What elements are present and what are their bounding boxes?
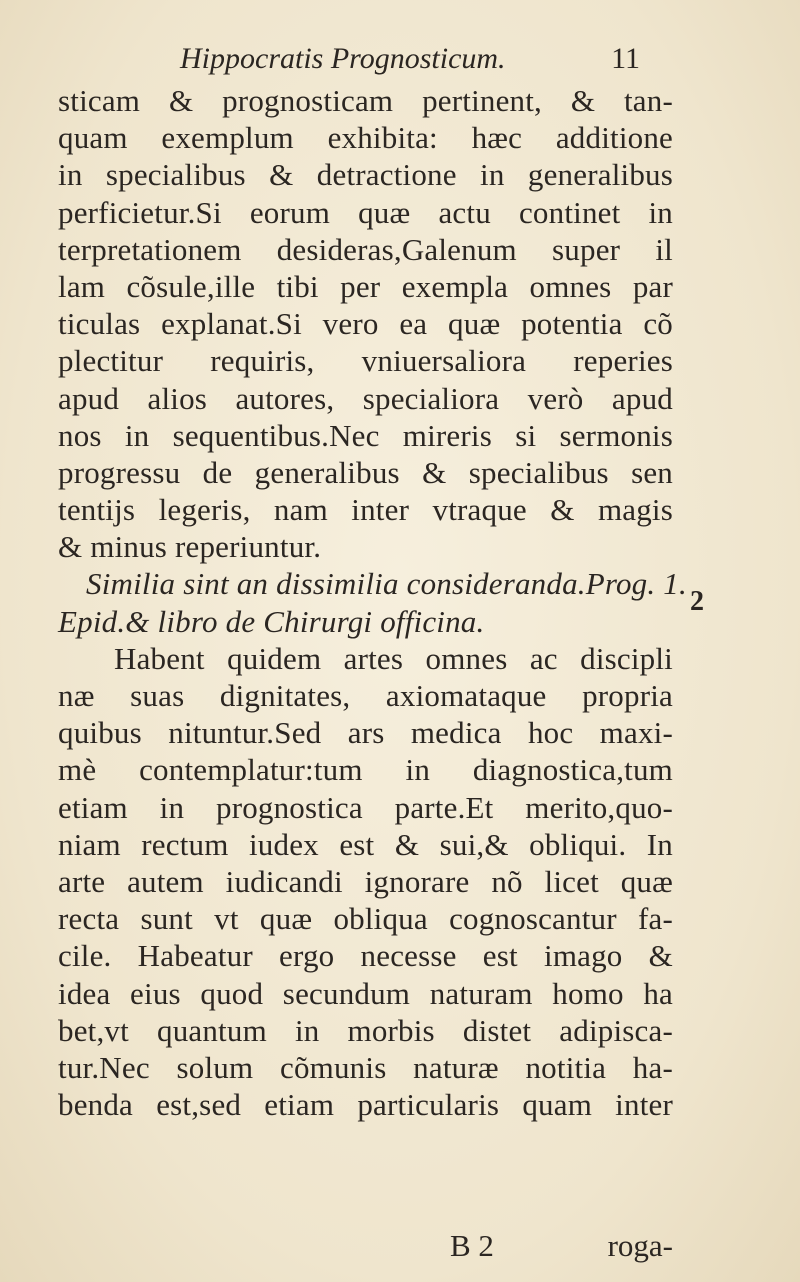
text-line: benda est,sed etiam particularis quam inter [58, 1087, 673, 1123]
text-line: lam cõsule,ille tibi per exempla omnes par [58, 268, 673, 304]
text-line: mè contemplatur:tum in diagnostica,tum [58, 752, 673, 788]
text-line: in specialibus & detractione in generalibus [58, 157, 673, 193]
text-block [58, 82, 687, 1123]
text-line: & minus reperiuntur. [58, 529, 322, 565]
text-line: terpretationem desideras,Galenum super il [58, 231, 673, 267]
text-line: apud alios autores, specialiora verò apud [58, 380, 673, 416]
text-line: niam rectum iudex est & sui,& obliqui. In [58, 826, 673, 862]
text-line: Habent quidem artes omnes ac discipli [114, 640, 673, 676]
margin-note: 2 [690, 586, 704, 617]
text-line: tentijs legeris, nam inter vtraque & magis [58, 492, 673, 528]
text-line: idea eius quod secundum naturam homo ha [58, 975, 673, 1011]
section-heading-line: Epid.& libro de Chirurgi officina. [58, 603, 485, 639]
catchword: roga- [607, 1228, 673, 1263]
text-line: ticulas explanat.Si vero ea quæ potentia cõ [58, 306, 673, 342]
text-line: arte autem iudicandi ignorare nõ licet quæ [58, 863, 673, 899]
text-line: sticam & prognosticam pertinent, & tan- [58, 83, 673, 118]
signature-mark: B 2 [450, 1228, 494, 1263]
text-line: plectitur requiris, vniuersaliora reperies [58, 343, 673, 379]
text-line: perficietur.Si eorum quæ actu continet in [58, 194, 673, 230]
text-line: recta sunt vt quæ obliqua cognoscantur fa- [58, 901, 673, 937]
text-line: næ suas dignitates, axiomataque propria [58, 678, 673, 713]
text-line: progressu de generalibus & specialibus sen [58, 454, 673, 490]
text-line: quibus nituntur.Sed ars medica hoc maxi- [58, 715, 673, 751]
text-line: tur.Nec solum cõmunis naturæ notitia ha- [58, 1049, 673, 1085]
text-line: cile. Habeatur ergo necesse est imago & [58, 938, 673, 974]
page-footer [58, 1228, 673, 1268]
running-header [180, 42, 640, 82]
text-line: nos in sequentibus.Nec mireris si sermonis [58, 417, 673, 453]
text-line: quam exemplum exhibita: hæc additione [58, 120, 673, 156]
running-title: Hippocratis Prognosticum. [180, 42, 506, 75]
page-number: 11 [611, 42, 640, 75]
section-heading-line: Similia sint an dissimilia consideranda.Prog. 1. [86, 566, 687, 602]
text-line: bet,vt quantum in morbis distet adipisca- [58, 1012, 673, 1048]
text-line: etiam in prognostica parte.Et merito,quo- [58, 789, 673, 825]
